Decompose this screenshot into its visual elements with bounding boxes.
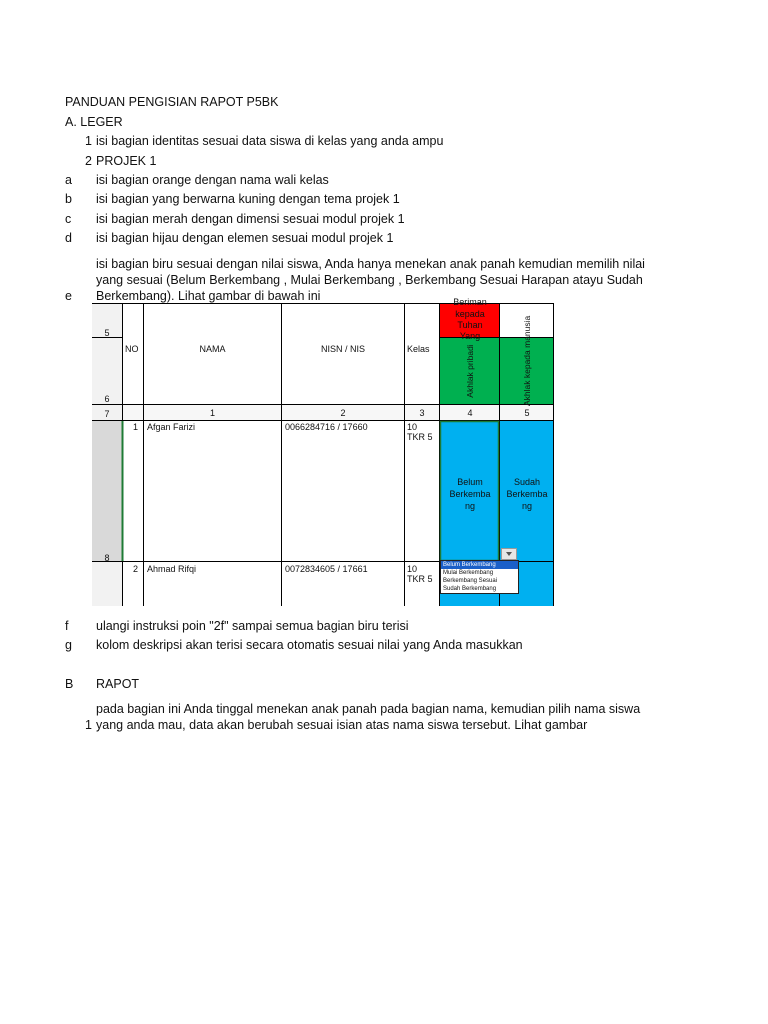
red-cell-line-2: kepada	[455, 309, 485, 319]
section-b-letter: B	[65, 677, 74, 691]
dropdown-arrow-button[interactable]	[501, 548, 517, 560]
row2-kelas-2: TKR 5	[407, 574, 433, 584]
document-title: PANDUAN PENGISIAN RAPOT P5BK	[65, 95, 279, 109]
row1-kelas-2: TKR 5	[407, 432, 433, 442]
row2-nama: Ahmad Rifqi	[147, 564, 197, 574]
dropdown-option[interactable]: Sudah Berkembang	[443, 586, 497, 592]
row1-value5-line3: ng	[521, 501, 532, 511]
section-a-heading: A. LEGER	[65, 115, 123, 129]
section-b-heading: RAPOT	[96, 677, 140, 691]
row1-nama: Afgan Farizi	[147, 422, 196, 432]
step-text-c: isi bagian merah dengan dimensi sesuai modul projek 1	[96, 212, 405, 226]
step-text-b: isi bagian yang berwarna kuning dengan tema projek 1	[96, 192, 400, 206]
row1-kelas-1: 10	[407, 422, 418, 432]
item-number-a2: 2	[85, 154, 92, 168]
step-letter-f: f	[65, 619, 69, 633]
red-cell-line-4: Yang	[459, 331, 481, 341]
chevron-down-icon	[506, 552, 512, 556]
row2-nisn: 0072834605 / 17661	[285, 564, 368, 574]
row-number-6: 6	[104, 394, 110, 404]
step-text-a: isi bagian orange dengan nama wali kelas	[96, 173, 329, 187]
row2-kelas-1: 10	[407, 564, 418, 574]
step-letter-g: g	[65, 638, 72, 652]
row2-no: 2	[133, 564, 139, 574]
item-number-a1: 1	[85, 134, 92, 148]
value-dropdown-list[interactable]	[440, 560, 519, 594]
header-no: NO	[125, 344, 139, 354]
item-text-a2: PROJEK 1	[96, 154, 157, 168]
step-text-f: ulangi instruksi poin "2f" sampai semua bagian biru terisi	[96, 619, 409, 633]
row1-value4-line1: Belum	[457, 477, 483, 487]
row-number-5: 5	[104, 328, 110, 338]
row1-value5-line1: Sudah	[513, 477, 541, 487]
column-number-3: 3	[419, 408, 425, 418]
item-number-b1: 1	[85, 718, 92, 732]
step-letter-e: e	[65, 289, 72, 303]
item-text-a1: isi bagian identitas sesuai data siswa di kelas yang anda ampu	[96, 134, 444, 148]
row-number-8: 8	[104, 553, 110, 563]
header-nama: NAMA	[199, 344, 226, 354]
row1-no: 1	[133, 422, 139, 432]
step-letter-c: c	[65, 212, 72, 226]
spreadsheet-screenshot	[92, 297, 554, 606]
row1-value4-line2: Berkemba	[449, 489, 491, 499]
row1-value5-line2: Berkemba	[506, 489, 548, 499]
column-number-5: 5	[524, 408, 530, 418]
dropdown-option[interactable]: Berkembang Sesuai	[443, 578, 498, 584]
green-header-akhlak-pribadi: Akhlak pribadi	[465, 344, 475, 398]
column-number-4: 4	[467, 408, 473, 418]
step-text-e: isi bagian biru sesuai dengan nilai siswa, Anda hanya menekan anak panah kemudian memilih nilai yang sesuai (Belum Berkembang , Mulai Berkembang , Berkembang Sesuai Harapan atayu Sudah Berkembang). Lihat gambar di bawah ini	[96, 257, 645, 303]
red-cell-line-1: Beriman	[453, 297, 487, 307]
row-number-7: 7	[104, 409, 110, 419]
item-text-b1: pada bagian ini Anda tinggal menekan anak panah pada bagian nama, kemudian pilih nama siswa yang anda mau, data akan berubah sesuai isian atas nama siswa tersebut. Lihat gambar	[96, 702, 641, 732]
row-header-selected	[92, 421, 122, 561]
step-letter-b: b	[65, 192, 72, 206]
column-number-1: 1	[209, 408, 215, 418]
dropdown-option[interactable]: Belum Berkembang	[441, 561, 518, 569]
step-text-g: kolom deskripsi akan terisi secara otomatis sesuai nilai yang Anda masukkan	[96, 638, 523, 652]
step-text-d: isi bagian hijau dengan elemen sesuai modul projek 1	[96, 231, 394, 245]
header-kelas: Kelas	[407, 344, 430, 354]
red-cell-line-3: Tuhan	[457, 320, 483, 330]
row1-value4-line3: ng	[464, 501, 475, 511]
step-letter-a: a	[65, 173, 72, 187]
dropdown-option[interactable]: Mulai Berkembang	[443, 570, 494, 576]
row1-nisn: 0066284716 / 17660	[285, 422, 368, 432]
step-letter-d: d	[65, 231, 72, 245]
green-header-akhlak-kepada-manusia: Akhlak kepada manusia	[522, 315, 532, 406]
header-nisn: NISN / NIS	[320, 344, 365, 354]
column-number-2: 2	[340, 408, 346, 418]
